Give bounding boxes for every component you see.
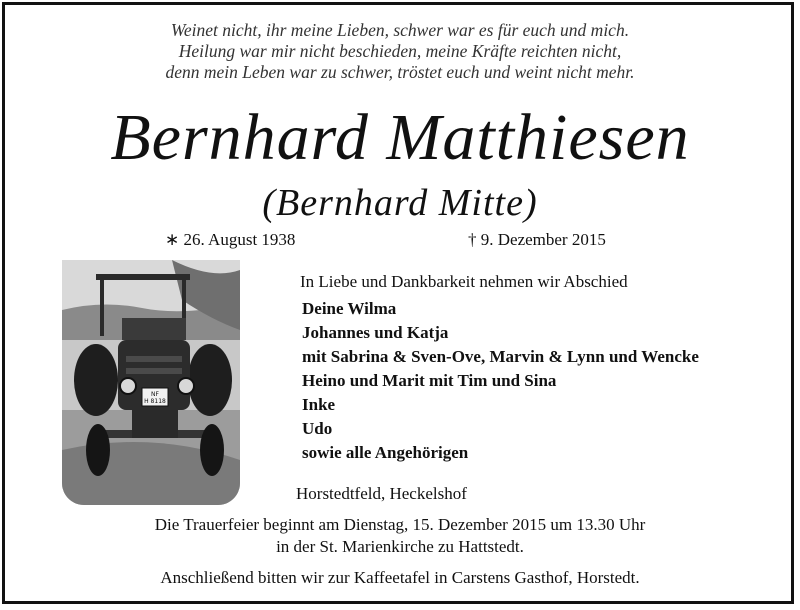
poem <box>0 20 800 83</box>
mourner-line: Deine Wilma <box>302 299 397 318</box>
mourner-line: mit Sabrina & Sven-Ove, Marvin & Lynn und Wencke <box>302 347 699 366</box>
poem-line: Weinet nicht, ihr meine Lieben, schwer war es für euch und mich. <box>170 20 630 40</box>
deceased-name: Bernhard Matthiesen <box>110 101 690 174</box>
mourner-line: sowie alle Angehörigen <box>302 443 469 462</box>
plate-line-1: NF <box>151 391 159 398</box>
service-line: in der St. Marienkirche zu Hattstedt. <box>276 537 524 556</box>
farewell-intro: In Liebe und Dankbarkeit nehmen wir Abschied <box>300 272 628 291</box>
birth-date: ∗ 26. August 1938 <box>165 230 296 249</box>
mourners-list <box>302 297 699 465</box>
mourner-line: Johannes und Katja <box>302 323 449 342</box>
family-place: Horstedtfeld, Heckelshof <box>296 484 467 503</box>
coffee-invitation: Anschließend bitten wir zur Kaffeetafel in Carstens Gasthof, Horstedt. <box>160 568 640 587</box>
death-date: † 9. Dezember 2015 <box>468 230 606 249</box>
mourner-line: Inke <box>302 395 336 414</box>
tractor-photo <box>62 260 240 505</box>
poem-line: denn mein Leben war zu schwer, tröstet euch und weint nicht mehr. <box>165 62 635 82</box>
funeral-service <box>0 514 800 558</box>
plate-line-2: H 8118 <box>144 398 166 405</box>
service-line: Die Trauerfeier beginnt am Dienstag, 15. Dezember 2015 um 13.30 Uhr <box>154 515 646 534</box>
poem-line: Heilung war mir nicht beschieden, meine Kräfte reichten nicht, <box>178 41 622 61</box>
mourner-line: Udo <box>302 419 333 438</box>
deceased-nickname: (Bernhard Mitte) <box>262 182 538 224</box>
mourner-line: Heino und Marit mit Tim und Sina <box>302 371 557 390</box>
